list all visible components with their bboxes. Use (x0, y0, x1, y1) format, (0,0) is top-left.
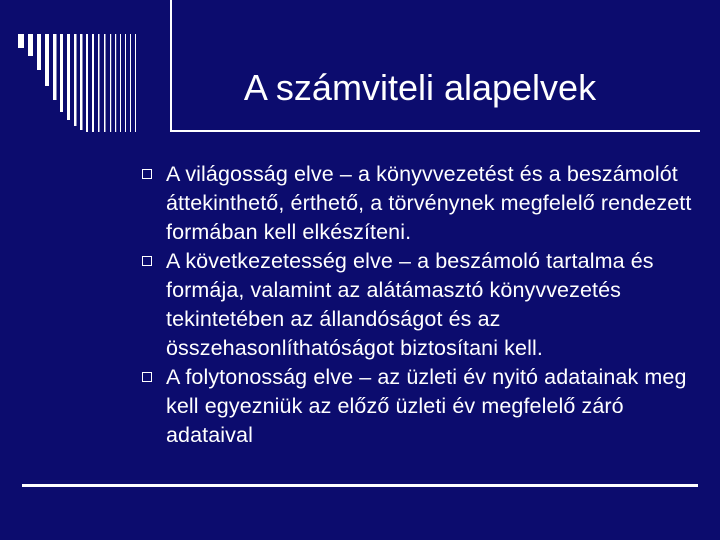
square-bullet-icon (142, 372, 152, 382)
bullet-item (142, 160, 702, 247)
bullet-item (142, 247, 702, 363)
decorative-bars-graphic (18, 34, 148, 134)
footer-rule (22, 484, 698, 487)
square-bullet-icon (142, 169, 152, 179)
bullet-text: A világosság elve – a könyvvezetést és a beszámolót áttekinthető, érthető, a törvénynek megfelelő rendezett formában kell elkészíteni. (166, 162, 692, 244)
bullet-item (142, 363, 702, 450)
slide-title: A számviteli alapelvek (243, 67, 597, 108)
square-bullet-icon (142, 256, 152, 266)
bullet-list (142, 160, 702, 450)
bullet-text: A folytonosság elve – az üzleti év nyitó adatainak meg kell egyezniük az előző üzleti év megfelelő záró adataival (166, 365, 687, 447)
bullet-text: A következetesség elve – a beszámoló tartalma és formája, valamint az alátámasztó könyvvezetés tekintetében az állandóságot és az összehasonlíthatóságot biztosítani kell. (166, 249, 654, 360)
title-underline-rule (170, 130, 700, 132)
